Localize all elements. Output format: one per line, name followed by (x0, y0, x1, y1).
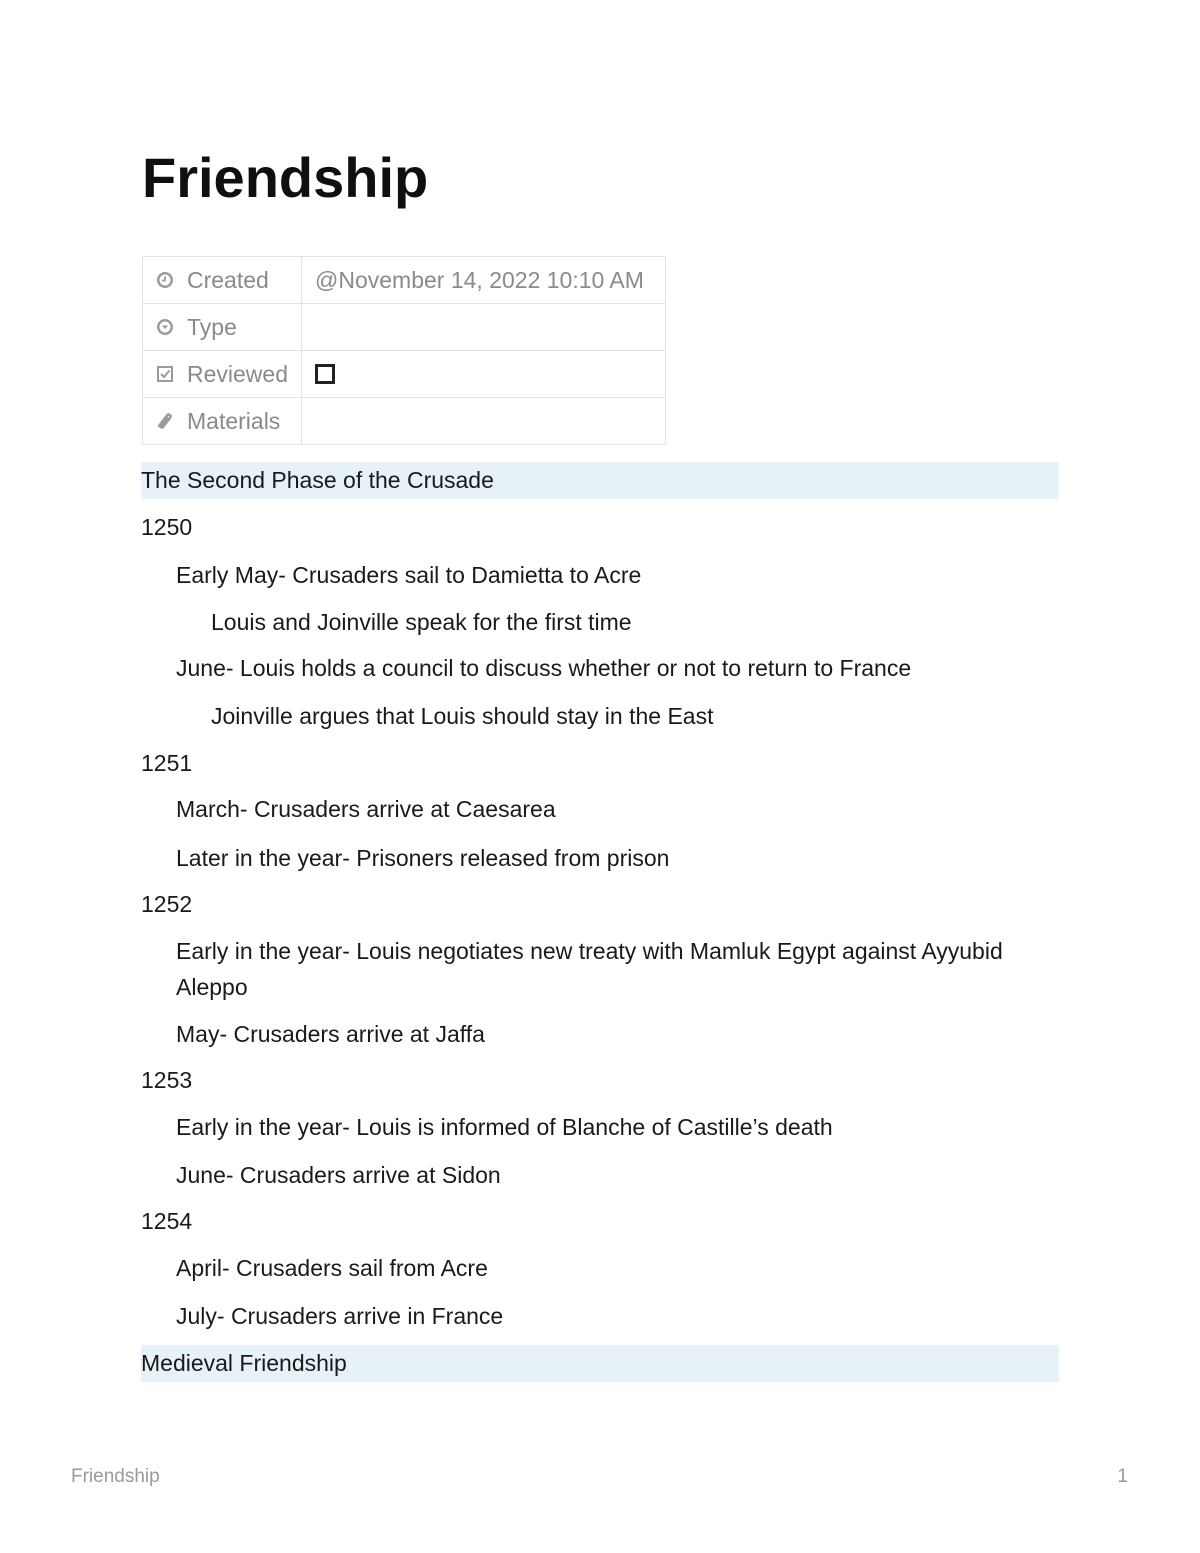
property-row-reviewed (143, 351, 666, 398)
list-item: Later in the year- Prisoners released from prison (176, 845, 670, 871)
property-label: Reviewed (187, 360, 288, 387)
list-item: March- Crusaders arrive at Caesarea (176, 796, 556, 822)
property-label: Materials (187, 407, 281, 434)
footer-title: Friendship (71, 1466, 160, 1487)
property-key-type (143, 304, 302, 351)
heading-medieval-friendship: Medieval Friendship (141, 1345, 1059, 1382)
list-item: Early May- Crusaders sail to Damietta to Acre (176, 562, 642, 588)
year-heading-1253: 1253 (141, 1067, 193, 1093)
page-number: 1 (1117, 1466, 1128, 1487)
year-heading-1254: 1254 (141, 1208, 193, 1234)
property-value-reviewed (302, 351, 666, 398)
year-heading-1251: 1251 (141, 750, 193, 776)
property-label: Type (187, 313, 237, 340)
property-label: Created (187, 266, 269, 293)
year-heading-1250: 1250 (141, 514, 193, 540)
reviewed-checkbox[interactable] (315, 364, 335, 384)
property-row-created (143, 257, 666, 304)
list-item: Louis and Joinville speak for the first time (211, 609, 632, 635)
list-item: Early in the year- Louis is informed of Blanche of Castille’s death (176, 1114, 833, 1140)
heading-second-phase: The Second Phase of the Crusade (141, 462, 1059, 499)
list-item: April- Crusaders sail from Acre (176, 1255, 488, 1281)
property-key-materials (143, 398, 302, 445)
list-item: Early in the year- Louis negotiates new treaty with Mamluk Egypt against Ayyubid Aleppo (176, 938, 1003, 1000)
paperclip-icon (155, 411, 175, 431)
page-title: Friendship (142, 146, 429, 209)
property-value-created[interactable]: @November 14, 2022 10:10 AM (302, 257, 666, 304)
year-heading-1252: 1252 (141, 891, 193, 917)
property-row-type (143, 304, 666, 351)
checkbox-icon (155, 364, 175, 384)
list-item: June- Louis holds a council to discuss whether or not to return to France (176, 655, 912, 681)
list-item: Joinville argues that Louis should stay in the East (211, 703, 714, 729)
clock-icon (155, 270, 175, 290)
property-key-reviewed (143, 351, 302, 398)
properties-table (142, 256, 666, 445)
property-key-created (143, 257, 302, 304)
property-row-materials (143, 398, 666, 445)
property-value-type[interactable] (302, 304, 666, 351)
list-item: June- Crusaders arrive at Sidon (176, 1162, 501, 1188)
select-icon (155, 317, 175, 337)
list-item: July- Crusaders arrive in France (176, 1303, 504, 1329)
list-item: May- Crusaders arrive at Jaffa (176, 1021, 485, 1047)
property-value-materials[interactable] (302, 398, 666, 445)
